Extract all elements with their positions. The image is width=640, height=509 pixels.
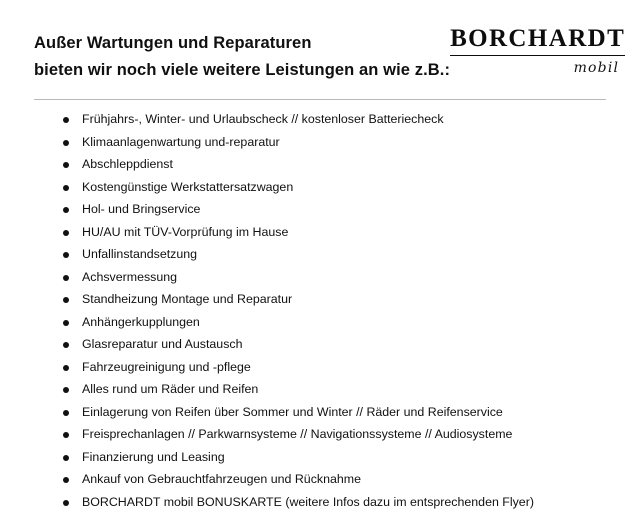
list-item: Alles rund um Räder und Reifen xyxy=(60,383,606,395)
list-item: Frühjahrs-, Winter- und Urlaubscheck // kostenloser Batteriecheck xyxy=(60,113,606,125)
list-item: Ankauf von Gebrauchtfahrzeugen und Rücknahme xyxy=(60,473,606,485)
list-item: BORCHARDT mobil BONUSKARTE (weitere Infos dazu im entsprechenden Flyer) xyxy=(60,496,606,508)
list-item: Klimaanlagenwartung und-reparatur xyxy=(60,136,606,148)
list-item: Fahrzeugreinigung und -pflege xyxy=(60,361,606,373)
document-header xyxy=(34,25,626,83)
list-item: Unfallinstandsetzung xyxy=(60,248,606,260)
list-item: Finanzierung und Leasing xyxy=(60,451,606,463)
headline-line-2: bieten wir noch viele weitere Leistungen an wie z.B.: xyxy=(34,60,451,79)
brand-divider xyxy=(450,55,625,56)
logo xyxy=(450,26,629,76)
services-list xyxy=(34,113,606,508)
list-item: Freisprechanlagen // Parkwarnsysteme // Navigationssysteme // Audiosysteme xyxy=(60,428,606,440)
header-divider xyxy=(34,99,606,100)
list-item: Hol- und Bringservice xyxy=(60,203,606,215)
list-item: HU/AU mit TÜV-Vorprüfung im Hause xyxy=(60,226,606,238)
list-item: Anhängerkupplungen xyxy=(60,316,606,328)
brand-name: BORCHARDT xyxy=(450,25,626,52)
list-item: Abschleppdienst xyxy=(60,158,606,170)
list-item: Kostengünstige Werkstattersatzwagen xyxy=(60,181,606,193)
list-item: Glasreparatur und Austausch xyxy=(60,338,606,350)
list-item: Einlagerung von Reifen über Sommer und Winter // Räder und Reifenservice xyxy=(60,406,606,418)
list-item: Achsvermessung xyxy=(60,271,606,283)
headline-line-1: Außer Wartungen und Reparaturen xyxy=(34,34,312,52)
page-title xyxy=(34,26,450,83)
brand-subtitle: mobil xyxy=(573,60,620,77)
list-item: Standheizung Montage und Reparatur xyxy=(60,293,606,305)
